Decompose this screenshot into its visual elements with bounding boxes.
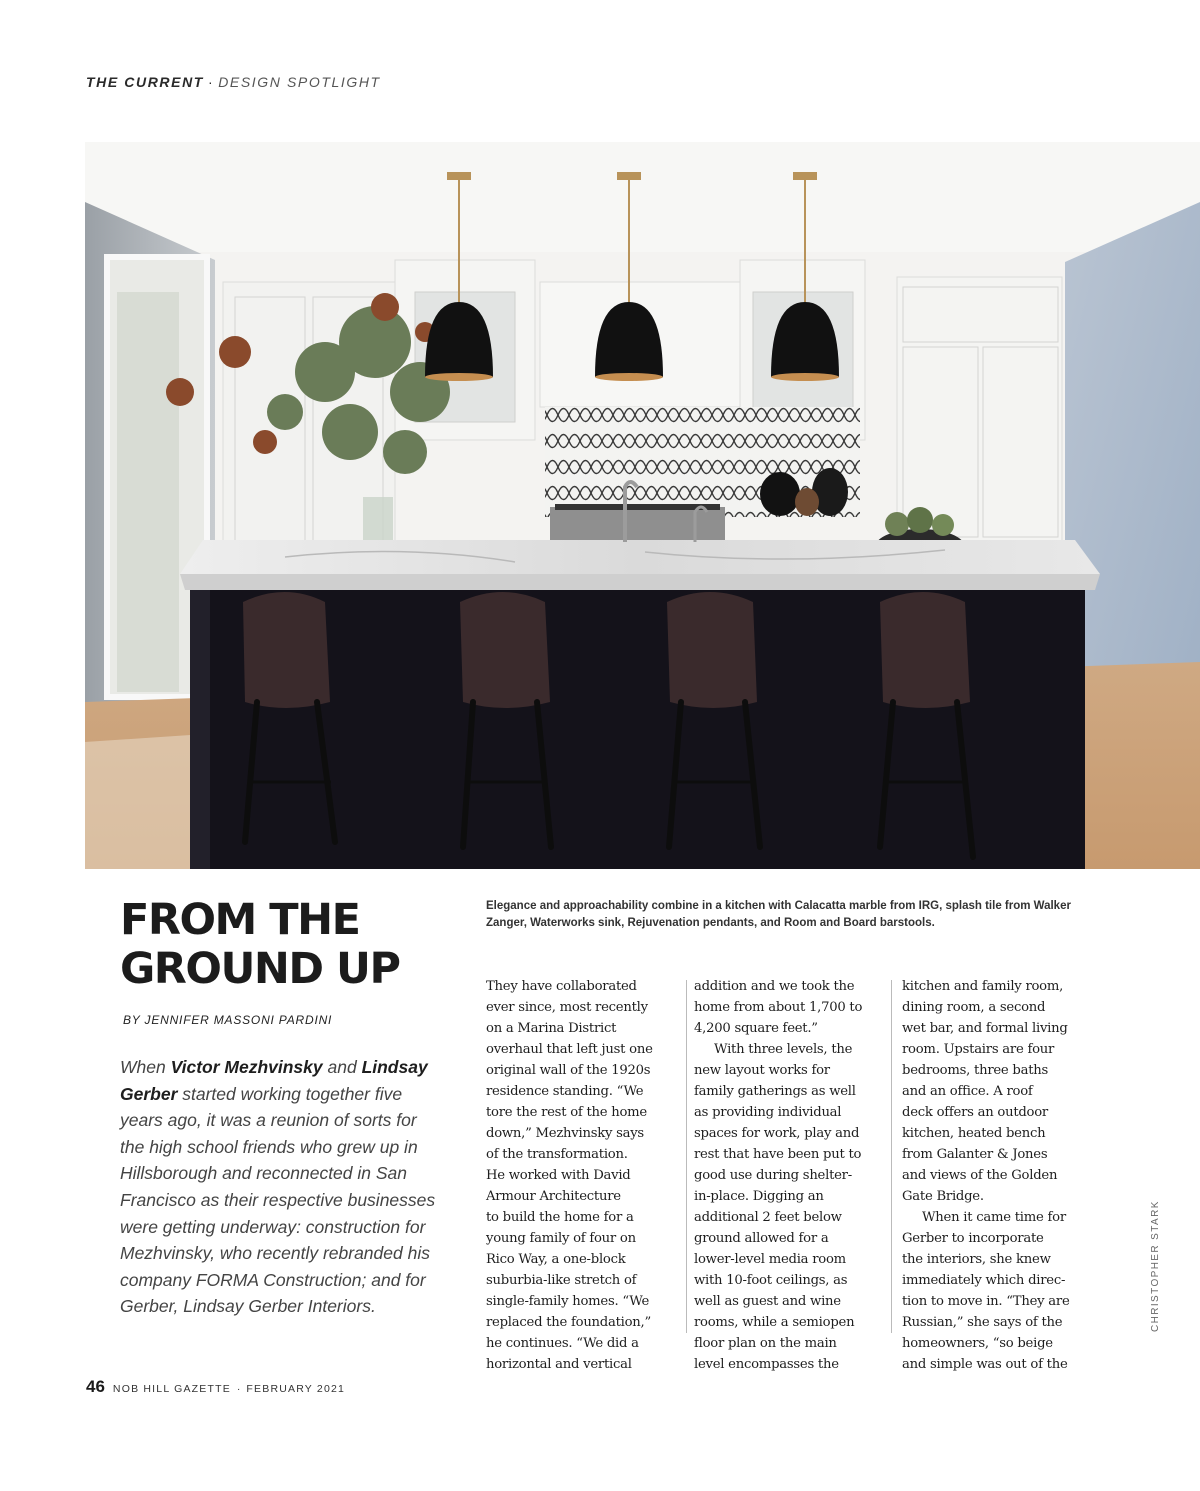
body-text-line: and views of the Golden [902,1168,1058,1183]
subsection-name: DESIGN SPOTLIGHT [218,74,381,90]
body-text-line: young family of four on [486,1231,636,1246]
body-column-2 [694,976,876,1375]
body-text-line: original wall of the 1920s [486,1063,651,1078]
body-text-line: tore the rest of the home [486,1105,647,1120]
body-text-line: and simple was out of the [902,1357,1068,1372]
body-column-3 [902,976,1084,1375]
body-text-line: with 10-foot ceilings, as [694,1273,848,1288]
body-text-line: Russian,” she says of the [902,1315,1063,1330]
body-text-line: well as guest and wine [694,1294,841,1309]
body-text-line: rest that have been put to [694,1147,862,1162]
body-text-line: single-family homes. “We [486,1294,650,1309]
body-text-line: floor plan on the main [694,1336,837,1351]
body-text-line: With three levels, the [714,1042,853,1057]
body-text-line: lower-level media room [694,1252,846,1267]
body-text-line: Rico Way, a one-block [486,1252,626,1267]
body-text-line: kitchen and family room, [902,979,1064,994]
column-divider [686,980,687,1333]
body-text-line: horizontal and vertical [486,1357,632,1372]
body-text-line: ground allowed for a [694,1231,829,1246]
page-footer [86,1377,345,1397]
body-text-line: kitchen, heated bench [902,1126,1046,1141]
body-text-line: They have collaborated [486,979,637,994]
body-text-line: additional 2 feet below [694,1210,842,1225]
body-text-line: to build the home for a [486,1210,634,1225]
body-text-line: room. Upstairs are four [902,1042,1055,1057]
body-text-line: from Galanter & Jones [902,1147,1048,1162]
body-text-line: He worked with David [486,1168,631,1183]
body-column-1 [486,976,668,1375]
byline: BY JENNIFER MASSONI PARDINI [123,1013,333,1027]
body-text-line: and an office. A roof [902,1084,1033,1099]
kitchen-photo [85,142,1200,869]
body-text-line: family gatherings as well [694,1084,856,1099]
body-text-line: new layout works for [694,1063,830,1078]
body-text-line: immediately which direc- [902,1273,1066,1288]
body-text-line: tion to move in. “They are [902,1294,1070,1309]
column-divider [891,980,892,1333]
dek-name-1: Victor Mezhvinsky [170,1057,323,1077]
body-text-line: good use during shelter- [694,1168,852,1183]
body-text-line: as providing individual [694,1105,842,1120]
headline-line-2: GROUND UP [120,944,400,994]
body-text-line: on a Marina District [486,1021,617,1036]
body-text-line: homeowners, “so beige [902,1336,1053,1351]
body-text-line: dining room, a second [902,1000,1046,1015]
body-text-line: bedrooms, three baths [902,1063,1049,1078]
dek-text-3: started working together five years ago, it was a reunion of sorts for the high school friends who grew up in Hillsborough and reconnected in San Francisco as their respective businesses were getting underway: construction for Mezhvinsky, who recently rebranded his company FORMA Construction; and for Gerber, Lindsay Gerber Interiors. [120,1083,436,1317]
dek [120,1054,440,1320]
headline [120,896,440,994]
page-number: 46 [86,1377,105,1396]
body-text-line: level encompasses the [694,1357,839,1372]
body-text-line: Gate Bridge. [902,1189,984,1204]
body-text-line: home from about 1,700 to [694,1000,863,1015]
dek-text-2: and [322,1057,362,1077]
headline-line-1: FROM THE [120,895,360,945]
photo-caption: Elegance and approachability combine in a kitchen with Calacatta marble from IRG, splash tile from Walker Zanger, Waterworks sink, Rejuvenation pendants, and Room and Board barstools. [486,900,1071,929]
dek-name-2: Lindsay Gerber [120,1057,428,1104]
body-text-line: overhaul that left just one [486,1042,653,1057]
body-text-line: deck offers an outdoor [902,1105,1048,1120]
section-name: THE CURRENT [86,74,204,90]
body-text-line: down,” Mezhvinsky says [486,1126,644,1141]
publication-name: NOB HILL GAZETTE [112,1383,231,1395]
body-text-line: spaces for work, play and [694,1126,860,1141]
body-text-line: Armour Architecture [486,1189,621,1204]
body-text-line: residence standing. “We [486,1084,644,1099]
body-text-line: addition and we took the [694,979,855,994]
section-header [86,74,381,90]
body-text-line: suburbia-like stretch of [486,1273,637,1288]
body-text-line: he continues. “We did a [486,1336,639,1351]
body-text-line: 4,200 square feet.” [694,1021,818,1036]
body-text-line: of the transformation. [486,1147,628,1162]
body-text-line: rooms, while a semiopen [694,1315,855,1330]
body-text-line: the interiors, she knew [902,1252,1051,1267]
body-text-line: in-place. Digging an [694,1189,824,1204]
issue-date: FEBRUARY 2021 [246,1383,346,1395]
body-text-line: When it came time for [922,1210,1066,1225]
body-text-line: wet bar, and formal living [902,1021,1068,1036]
section-separator: · [207,74,215,90]
body-text-line: replaced the foundation,” [486,1315,651,1330]
photo-credit: CHRISTOPHER STARK [1150,1200,1161,1332]
body-text-line: Gerber to incorporate [902,1231,1044,1246]
body-text-line: ever since, most recently [486,1000,648,1015]
dek-text-1: When [120,1057,171,1077]
footer-separator: · [236,1383,241,1395]
